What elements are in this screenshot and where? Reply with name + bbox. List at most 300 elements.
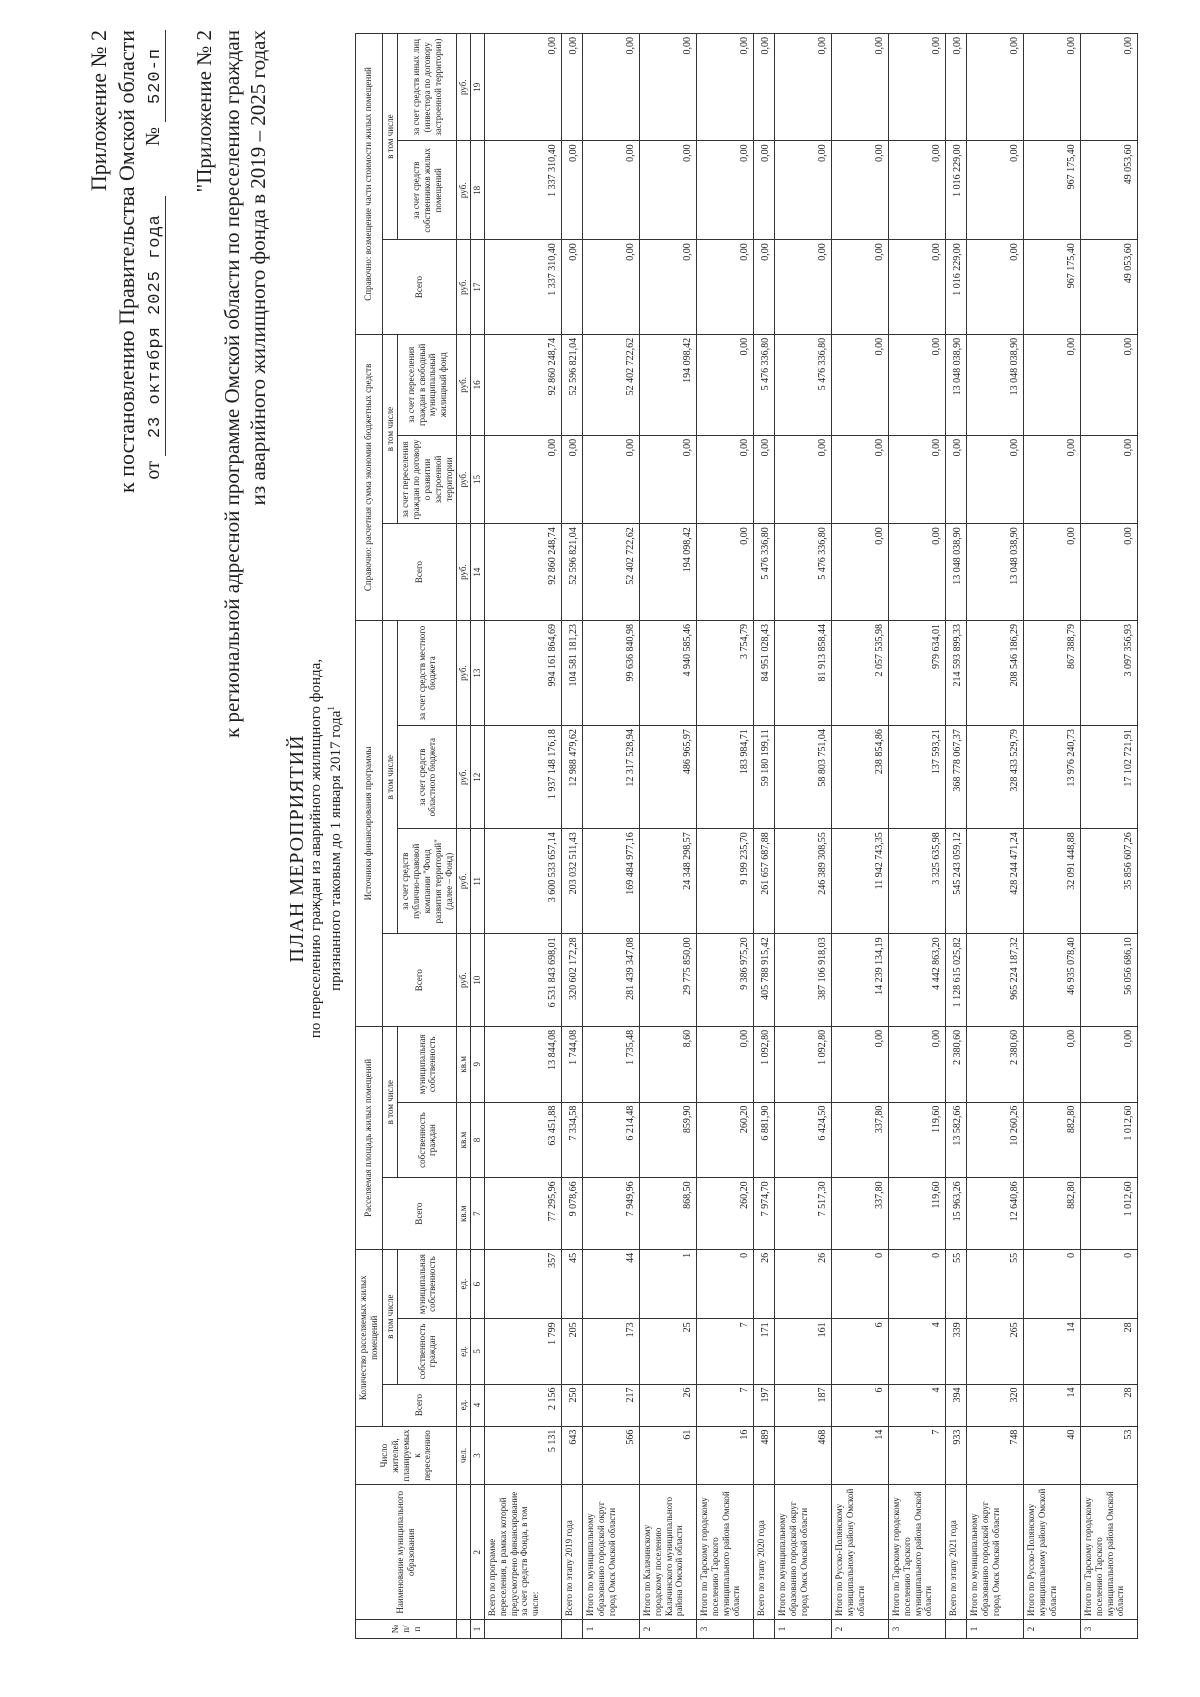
value-cell: 1 [639,1249,696,1318]
value-cell: 183 984,71 [696,726,753,829]
units-row-cell: кв.м [457,1178,471,1250]
value-cell: 0,00 [1080,435,1137,523]
value-cell: 35 856 607,26 [1080,829,1137,934]
row-index-cell: 1 [966,1620,1023,1639]
row-name-cell: Всего по этапу 2021 года [945,1485,966,1620]
value-cell: 9 386 975,20 [696,934,753,1027]
value-cell: 0 [1080,1249,1137,1318]
value-cell: 205 [561,1319,582,1384]
value-cell: 0,00 [753,34,774,141]
value-cell: 59 180 199,11 [753,726,774,829]
value-cell: 486 965,97 [639,726,696,829]
value-cell: 0,00 [753,141,774,240]
value-cell: 61 [639,1426,696,1485]
value-cell: 387 106 918,03 [774,934,831,1027]
row-name-cell: Итого по Тарскому городскому поселению Тарского муниципального района Омской области [888,1485,945,1620]
value-cell: 6 214,48 [582,1102,639,1178]
value-cell: 58 803 751,04 [774,726,831,829]
value-cell: 7 974,70 [753,1178,774,1250]
column-index-row-cell: 17 [471,240,485,335]
column-index-row-cell: 7 [471,1178,485,1250]
value-cell: 7 [696,1319,753,1384]
value-cell: 5 476 336,80 [774,524,831,621]
value-cell: 0,00 [561,34,582,141]
value-cell: 13 976 240,73 [1023,726,1080,829]
value-cell: 0,00 [774,435,831,523]
value-cell: 2 156 [484,1384,561,1426]
value-cell: 24 348 298,57 [639,829,696,934]
value-cell: 405 788 915,42 [753,934,774,1027]
value-cell: 3 754,79 [696,620,753,725]
row-name-cell: Итого по Русско-Полянскому муниципальному району Омской области [831,1485,888,1620]
value-cell: 0,00 [1080,334,1137,435]
value-cell: 26 [639,1384,696,1426]
value-cell: 194 098,42 [639,524,696,621]
value-cell: 46 935 078,40 [1023,934,1080,1027]
value-cell: 337,80 [831,1178,888,1250]
value-cell: 967 175,40 [1023,240,1080,335]
column-index-row-cell: 18 [471,141,485,240]
value-cell: 357 [484,1249,561,1318]
value-cell: 0 [696,1249,753,1318]
value-cell: 0,00 [484,34,561,141]
value-cell: 0 [831,1249,888,1318]
table-row [774,34,831,1639]
value-cell: 0,00 [774,240,831,335]
value-cell: 7 949,96 [582,1178,639,1250]
value-cell: 394 [945,1384,966,1426]
units-row-cell: руб. [457,934,471,1027]
col-header-residents: Число жителей, планируемых к переселению [356,1426,457,1485]
value-cell: 0,00 [696,141,753,240]
value-cell: 217 [582,1384,639,1426]
value-cell: 281 439 347,08 [582,934,639,1027]
column-index-row-cell: 14 [471,524,485,621]
value-cell: 0,00 [696,524,753,621]
value-cell: 0,00 [1023,334,1080,435]
value-cell: 965 224 187,32 [966,934,1023,1027]
value-cell: 29 775 850,00 [639,934,696,1027]
column-index-row-cell: 15 [471,435,485,523]
value-cell: 337,80 [831,1102,888,1178]
value-cell: 0,00 [888,524,945,621]
value-cell: 44 [582,1249,639,1318]
value-cell: 52 596 821,04 [561,524,582,621]
value-cell: 0,00 [888,435,945,523]
row-index-cell [945,1620,966,1639]
value-cell: 12 640,86 [966,1178,1023,1250]
plan-subtitle-1: по переселению граждан из аварийного жилищного фонда, [308,658,324,1039]
group-header-savings: Справочно: расчетная сумма экономии бюджетных средств [356,334,383,620]
value-cell: 0,00 [945,34,966,141]
value-cell: 967 175,40 [1023,141,1080,240]
value-cell: 0,00 [639,240,696,335]
value-cell: 0,00 [888,34,945,141]
value-cell: 104 581 181,23 [561,620,582,725]
value-cell: 0,00 [696,240,753,335]
value-cell: 14 [1023,1319,1080,1384]
value-cell: 84 951 028,43 [753,620,774,725]
units-row [457,34,471,1639]
value-cell: 56 056 686,10 [1080,934,1137,1027]
value-cell: 13 048 038,90 [945,524,966,621]
value-cell: 0,00 [888,240,945,335]
value-cell: 5 131 [484,1426,561,1485]
value-cell: 77 295,96 [484,1178,561,1250]
value-cell: 0,00 [888,1026,945,1102]
row-name-cell: Итого по Тарскому городскому поселению Тарского муниципального района Омской области [1080,1485,1137,1620]
value-cell: 0 [888,1249,945,1318]
value-cell: 8,60 [639,1026,696,1102]
table-row [639,34,696,1639]
value-cell: 9 199 235,70 [696,829,753,934]
value-cell: 979 634,01 [888,620,945,725]
value-cell: 933 [945,1426,966,1485]
value-cell: 0,00 [966,141,1023,240]
row-name-cell: Итого по муниципальному образованию городской округ город Омск Омской области [774,1485,831,1620]
units-row-cell: кв.м [457,1026,471,1102]
value-cell: 49 053,60 [1080,240,1137,335]
units-row-cell: руб. [457,240,471,335]
value-cell: 0,00 [753,240,774,335]
plan-subtitle-2: признанного таковым до 1 января 2017 года$^1$ [326,706,344,991]
value-cell: 14 239 134,19 [831,934,888,1027]
units-row-cell: руб. [457,435,471,523]
value-cell: 161 [774,1319,831,1384]
units-row-cell [457,1620,471,1639]
value-cell: 49 053,60 [1080,141,1137,240]
table-row [753,34,774,1639]
value-cell: 1 016 229,00 [945,240,966,335]
value-cell: 26 [753,1249,774,1318]
program-title-line-2: из аварийного жилищного фонда в 2019 – 2025 годах [246,30,270,506]
value-cell: 0,00 [582,34,639,141]
value-cell: 11 942 743,35 [831,829,888,934]
value-cell: 173 [582,1319,639,1384]
column-index-row-cell: 11 [471,829,485,934]
column-index-row-cell: 4 [471,1384,485,1426]
value-cell: 119,60 [888,1102,945,1178]
value-cell: 92 860 248,74 [484,334,561,435]
value-cell: 45 [561,1249,582,1318]
value-cell: 13 844,08 [484,1026,561,1102]
value-cell: 0,00 [831,435,888,523]
value-cell: 320 [966,1384,1023,1426]
value-cell: 7 517,30 [774,1178,831,1250]
value-cell: 0,00 [582,141,639,240]
units-row-cell: ед. [457,1384,471,1426]
value-cell: 6 [831,1384,888,1426]
value-cell: 5 476 336,80 [753,524,774,621]
value-cell: 1 937 148 176,18 [484,726,561,829]
units-row-cell [457,1485,471,1620]
units-row-cell: чел. [457,1426,471,1485]
value-cell: 0,00 [484,435,561,523]
value-cell: 0,00 [1080,524,1137,621]
value-cell: 0,00 [831,1026,888,1102]
value-cell: 545 243 059,12 [945,829,966,934]
table-row [1023,34,1080,1639]
value-cell: 1 735,48 [582,1026,639,1102]
value-cell: 187 [774,1384,831,1426]
row-index-cell: 1 [774,1620,831,1639]
value-cell: 1 337 310,40 [484,240,561,335]
value-cell: 0,00 [1023,34,1080,141]
row-index-cell: 2 [831,1620,888,1639]
value-cell: 7 [696,1384,753,1426]
value-cell: 0,00 [561,435,582,523]
value-cell: 0,00 [1023,1026,1080,1102]
units-row-cell: руб. [457,334,471,435]
value-cell: 246 389 308,55 [774,829,831,934]
value-cell: 339 [945,1319,966,1384]
value-cell: 7 [888,1426,945,1485]
value-cell: 1 012,60 [1080,1102,1137,1178]
value-cell: 428 244 471,24 [966,829,1023,934]
row-index-cell: 2 [639,1620,696,1639]
column-index-row-cell: 19 [471,34,485,141]
value-cell: 0,00 [966,435,1023,523]
value-cell: 13 582,66 [945,1102,966,1178]
column-index-row-cell: 13 [471,620,485,725]
value-cell: 1 092,80 [774,1026,831,1102]
row-name-cell: Всего по этапу 2020 года [753,1485,774,1620]
value-cell: 0,00 [696,1026,753,1102]
value-cell: 1 799 [484,1319,561,1384]
value-cell: 52 402 722,62 [582,524,639,621]
value-cell: 260,20 [696,1178,753,1250]
value-cell: 260,20 [696,1102,753,1178]
units-row-cell: ед. [457,1319,471,1384]
value-cell: 5 476 336,80 [753,334,774,435]
value-cell: 25 [639,1319,696,1384]
value-cell: 26 [774,1249,831,1318]
row-index-cell: 1 [582,1620,639,1639]
value-cell: 63 451,88 [484,1102,561,1178]
value-cell: 0,00 [888,141,945,240]
value-cell: 13 048 038,90 [945,334,966,435]
value-cell: 197 [753,1384,774,1426]
value-cell: 0,00 [831,240,888,335]
units-row-cell: руб. [457,141,471,240]
value-cell: 328 433 529,79 [966,726,1023,829]
value-cell: 0,00 [966,34,1023,141]
table-row [696,34,753,1639]
plan-title: ПЛАН МЕРОПРИЯТИЙ [286,734,308,963]
value-cell: 12 317 528,94 [582,726,639,829]
value-cell: 1 012,60 [1080,1178,1137,1250]
value-cell: 0,00 [966,240,1023,335]
value-cell: 6 881,90 [753,1102,774,1178]
column-index-row-cell: 12 [471,726,485,829]
value-cell: 882,80 [1023,1102,1080,1178]
value-cell: 92 860 248,74 [484,524,561,621]
column-index-row-cell: 10 [471,934,485,1027]
table-row [945,34,966,1639]
value-cell: 0,00 [945,435,966,523]
table-row [484,34,561,1639]
value-cell: 489 [753,1426,774,1485]
row-name-cell: Итого по муниципальному образованию городской округ город Омск Омской области [582,1485,639,1620]
value-cell: 2 380,60 [966,1026,1023,1102]
value-cell: 7 334,58 [561,1102,582,1178]
appendix-number: Приложение № 2 [86,30,111,192]
program-title-line-1: к региональной адресной программе Омской области по переселению граждан [220,30,244,738]
decree-reference: к постановлению Правительства Омской области [114,30,139,493]
program-appendix: "Приложение № 2 [192,30,216,193]
decree-date-line: от 23 октября 2025 года № 520-п [142,30,166,480]
value-cell: 250 [561,1384,582,1426]
column-index-row-cell: 2 [471,1485,485,1620]
value-cell: 0,00 [696,34,753,141]
value-cell: 1 092,80 [753,1026,774,1102]
value-cell: 0,00 [1080,34,1137,141]
row-name-cell: Всего по этапу 2019 года [561,1485,582,1620]
value-cell: 15 963,26 [945,1178,966,1250]
value-cell: 468 [774,1426,831,1485]
value-cell: 3 325 635,98 [888,829,945,934]
value-cell: 2 380,60 [945,1026,966,1102]
value-cell: 1 016 229,00 [945,141,966,240]
row-name-cell: Итого по Тарскому городскому поселению Тарского муниципального района Омской области [696,1485,753,1620]
row-name-cell: Итого по Русско-Полянскому муниципальному району Омской области [1023,1485,1080,1620]
row-index-cell [561,1620,582,1639]
value-cell: 10 260,26 [966,1102,1023,1178]
value-cell: 1 337 310,40 [484,141,561,240]
value-cell: 748 [966,1426,1023,1485]
value-cell: 12 988 479,62 [561,726,582,829]
value-cell: 171 [753,1319,774,1384]
row-name-cell: Итого по муниципальному образованию городской округ город Омск Омской области [966,1485,1023,1620]
value-cell: 17 102 721,91 [1080,726,1137,829]
col-header-name: Наименование муниципального образования [356,1485,457,1620]
value-cell: 137 593,21 [888,726,945,829]
value-cell: 169 484 977,16 [582,829,639,934]
value-cell: 13 048 038,90 [966,524,1023,621]
value-cell: 40 [1023,1426,1080,1485]
col-header-no: № п/п [356,1620,457,1639]
value-cell: 0,00 [582,435,639,523]
value-cell: 53 [1080,1426,1137,1485]
group-header-area: Расселяемая площадь жилых помещений [356,1026,383,1249]
value-cell: 320 602 172,28 [561,934,582,1027]
value-cell: 55 [945,1249,966,1318]
column-index-row-cell: 9 [471,1026,485,1102]
table-row [561,34,582,1639]
value-cell: 9 078,66 [561,1178,582,1250]
units-row-cell: руб. [457,829,471,934]
value-cell: 868,50 [639,1178,696,1250]
row-name-cell: Итого по Калачинскому городскому поселению Калачинского муниципального района Омской области [639,1485,696,1620]
value-cell: 0,00 [774,141,831,240]
value-cell: 32 091 448,88 [1023,829,1080,934]
value-cell: 6 [831,1319,888,1384]
group-header-compensation: Справочно: возмещение части стоимости жилых помещений [356,34,383,335]
value-cell: 238 854,86 [831,726,888,829]
value-cell: 261 657 687,88 [753,829,774,934]
value-cell: 994 161 864,69 [484,620,561,725]
value-cell: 81 913 858,44 [774,620,831,725]
value-cell: 4 [888,1319,945,1384]
column-index-row-cell: 5 [471,1319,485,1384]
value-cell: 1 128 615 025,82 [945,934,966,1027]
units-row-cell: ед. [457,1249,471,1318]
row-index-cell [484,1620,561,1639]
value-cell: 867 388,79 [1023,620,1080,725]
column-index-row [471,34,485,1639]
units-row-cell: руб. [457,524,471,621]
value-cell: 208 546 186,29 [966,620,1023,725]
table-row [831,34,888,1639]
value-cell: 265 [966,1319,1023,1384]
value-cell: 0,00 [1023,524,1080,621]
row-index-cell: 3 [1080,1620,1137,1639]
value-cell: 0,00 [831,524,888,621]
value-cell: 0,00 [582,240,639,335]
value-cell: 14 [1023,1384,1080,1426]
value-cell: 0 [1023,1249,1080,1318]
row-name-cell: Всего по программе переселения, в рамках которой предусмотрено финансирование за счет средств Фонда, в том числе: [484,1485,561,1620]
row-index-cell [753,1620,774,1639]
value-cell: 52 596 821,04 [561,334,582,435]
value-cell: 0,00 [831,141,888,240]
value-cell: 0,00 [639,141,696,240]
column-index-row-cell: 3 [471,1426,485,1485]
resettlement-plan-table: № п/п Наименование муниципального образования Число жителей, планируемых к переселению Количество расселяемых жилых помещений Расселяемая площадь жилых помещений Источники финансирования программы Справочно: расчетная сумма экономии бюджетных средств Справочно: возмещение части стоимости жилых помещений Всего в том числе Всего в том числе Всего в том числе Всего в том числе Всего в том числе собственность граждан муниципальная собственность собственность граждан муниципальная собственность за счет средств публично-правовой компании "Фонд развития территорий" (далее – Фонд) за счет средств областного бюджета за счет средств местного бюджета за счет переселения граждан по договору о развитии застроенной территории за счет переселения граждан в свободный муниципальный жилищный фонд за счет средств собственников жилых помещений за счет средств иных лиц (инвестора по договору застроенной территории) чел. ед. ед. ед. кв.м кв.м кв.м руб. руб. руб. руб. руб. руб. руб. руб. руб. руб. 1 2 3 4 5 6 7 8 9 10 11 12 13 14 15 16 17 18 19 Всего по программе переселения, в рамках которой предусмотрено финансирование за счет средств Фонда, в том числе: 5 131 2 156 1 799 357 77 295,96 63 451,88 13 844,08 6 531 843 698,01 3 600 533 657,14 1 937 148 176,18 994 161 864,69 92 860 248,74 0,00 92 860 248,74 1 337 310,40 1 337 310,40 0,00 Всего по этапу 2019 года 643 250 205 45 9 078,66 7 334,58 1 744,08 320 602 172,28 203 032 511,43 12 988 479,62 104 581 181,23 52 596 821,04 0,00 52 596 821,04 0,00 0,00 0,00 1 Итого по муниципальному образованию городской округ город Омск Омской области 566 217 173 44 7 949,96 6 214,48 1 735,48 281 439 347,08 169 484 977,16 12 317 528,94 99 636 840,98 52 402 722,62 0,00 52 402 722,62 0,00 0,00 0,00 2 Итого по Калачинскому городскому поселению Калачинского муниципального района Омской области 61 26 25 1 868,50 859,90 8,60 29 775 850,00 24 348 298,57 486 965,97 4 940 585,46 194 098,42 0,00 194 098,42 0,00 0,00 0,00 3 Итого по Тарскому городскому поселению Тарского муниципального района Омской области 16 7 7 0 260,20 260,20 0,00 9 386 975,20 9 199 235,70 183 984,71 3 754,79 0,00 0,00 0,00 0,00 0,00 0,00 Всего по этапу 2020 года 489 197 171 26 7 974,70 6 881,90 1 092,80 405 788 915,42 261 657 687,88 59 180 199,11 84 951 028,43 5 476 336,80 0,00 5 476 336,80 0,00 0,00 0,00 1 Итого по муниципальному образованию городской округ город Омск Омской области 468 187 161 26 7 517,30 6 424,50 1 092,80 387 106 918,03 246 389 308,55 58 803 751,04 81 913 858,44 5 476 336,80 0,00 5 476 336,80 0,00 0,00 0,00 2 Итого по Русско-Полянскому муниципальному району Омской области 14 6 6 0 337,80 337,80 0,00 14 239 134,19 11 942 743,35 238 854,86 2 057 535,98 0,00 0,00 0,00 0,00 0,00 0,00 3 Итого по Тарскому городскому поселению Тарского муниципального района Омской области 7 4 4 0 119,60 119,60 0,00 4 442 863,20 3 325 635,98 137 593,21 979 634,01 0,00 0,00 0,00 0,00 0,00 0,00 Всего по этапу 2021 года 933 394 339 55 15 963,26 13 582,66 2 380,60 1 128 615 025,82 545 243 059,12 368 778 067,37 214 593 899,33 13 048 038,90 0,00 13 048 038,90 1 016 229,00 1 016 229,00 0,00 1 Итого по муниципальному образованию городской округ город Омск Омской области 748 320 265 55 12 640,86 10 260,26 2 380,60 965 224 187,32 428 244 471,24 328 433 529,79 208 546 186,29 13 048 038,90 0,00 13 048 038,90 0,00 0,00 0,00 2 Итого по Русско-Полянскому муниципальному району Омской области 40 14 14 0 882,80 882,80 0,00 46 935 078,40 32 091 448,88 13 976 240,73 867 388,79 0,00 0,00 0,00 967 175,40 967 175,40 0,00 3 Итого по Тарскому городскому поселению Тарского муниципального района Омской области 53 28 28 0 1 012,60 1 012,60 0,00 56 056 686,10 35 856 607,26 17 102 721,91 3 097 356,93 0,00 0,00 0,00 49 053,60 49 053,60 0,00 [355,33,1138,1639]
value-cell: 0,00 [753,435,774,523]
value-cell: 3 097 356,93 [1080,620,1137,725]
value-cell: 882,80 [1023,1178,1080,1250]
value-cell: 4 442 863,20 [888,934,945,1027]
group-header-rooms-count: Количество расселяемых жилых помещений [356,1249,383,1426]
decree-number: 520-п [146,30,166,122]
value-cell: 55 [966,1249,1023,1318]
value-cell: 0,00 [639,34,696,141]
value-cell: 14 [831,1426,888,1485]
value-cell: 0,00 [696,435,753,523]
value-cell: 1 744,08 [561,1026,582,1102]
value-cell: 203 032 511,43 [561,829,582,934]
units-row-cell: кв.м [457,1102,471,1178]
value-cell: 0,00 [1080,1026,1137,1102]
value-cell: 0,00 [561,240,582,335]
decree-date: 23 октября 2025 года [146,196,166,456]
group-header-financing: Источники финансирования программы [356,620,383,1026]
value-cell: 0,00 [831,334,888,435]
value-cell: 0,00 [639,435,696,523]
value-cell: 52 402 722,62 [582,334,639,435]
value-cell: 0,00 [888,334,945,435]
value-cell: 28 [1080,1384,1137,1426]
value-cell: 0,00 [831,34,888,141]
value-cell: 4 940 585,46 [639,620,696,725]
column-index-row-cell: 1 [471,1620,485,1639]
units-row-cell: руб. [457,726,471,829]
value-cell: 5 476 336,80 [774,334,831,435]
value-cell: 2 057 535,98 [831,620,888,725]
row-index-cell: 2 [1023,1620,1080,1639]
value-cell: 119,60 [888,1178,945,1250]
units-row-cell: руб. [457,34,471,141]
value-cell: 16 [696,1426,753,1485]
value-cell: 3 600 533 657,14 [484,829,561,934]
row-index-cell: 3 [888,1620,945,1639]
value-cell: 0,00 [561,141,582,240]
value-cell: 4 [888,1384,945,1426]
column-index-row-cell: 16 [471,334,485,435]
value-cell: 643 [561,1426,582,1485]
units-row-cell: руб. [457,620,471,725]
